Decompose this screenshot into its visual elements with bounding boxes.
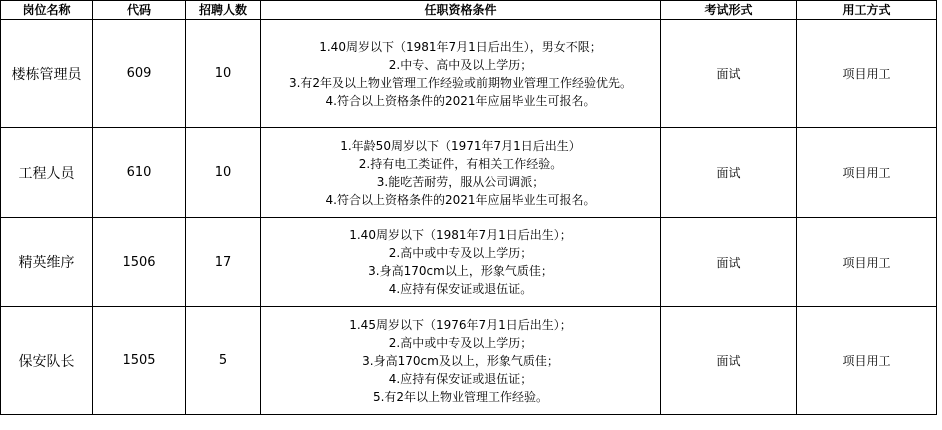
exam-format: 面试: [661, 128, 797, 218]
header-row: [1, 1, 937, 20]
requirement-line: 2.持有电工类证件，有相关工作经验。: [358, 156, 563, 171]
position-name: 精英维序: [1, 218, 93, 307]
table-row: [1, 307, 937, 415]
exam-format: 面试: [661, 20, 797, 128]
header-position-name: 岗位名称: [1, 1, 93, 20]
requirement-line: 1.40周岁以下（1981年7月1日后出生），男女不限；: [319, 39, 602, 54]
requirement-line: 2.高中或中专及以上学历；: [388, 335, 533, 350]
requirement-line: 3.身高170cm以上，形象气质佳；: [368, 264, 553, 278]
position-code: 1505: [93, 307, 186, 415]
requirements: [261, 307, 661, 415]
header-headcount: 招聘人数: [186, 1, 261, 20]
position-name: 楼栋管理员: [1, 20, 93, 128]
requirement-line: 4.符合以上资格条件的2021年应届毕业生可报名。: [325, 93, 596, 108]
requirement-line: 5.有2年以上物业管理工作经验。: [372, 389, 549, 404]
exam-format: 面试: [661, 218, 797, 307]
requirement-line: 3.身高170cm及以上，形象气质佳；: [362, 353, 559, 368]
position-code: 609: [93, 20, 186, 128]
table-row: [1, 128, 937, 218]
requirements: [261, 128, 661, 218]
position-code: 1506: [93, 218, 186, 307]
headcount: 17: [186, 218, 261, 307]
employment-type: 项目用工: [797, 218, 937, 307]
requirement-line: 3.有2年及以上物业管理工作经验或前期物业管理工作经验优先。: [288, 75, 633, 90]
header-requirements: 任职资格条件: [261, 1, 661, 20]
table-row: [1, 20, 937, 128]
requirement-line: 4.应持有保安证或退伍证；: [388, 371, 533, 386]
position-name: 工程人员: [1, 128, 93, 218]
header-employment-type: 用工方式: [797, 1, 937, 20]
requirements: [261, 218, 661, 307]
employment-type: 项目用工: [797, 20, 937, 128]
position-name: 保安队长: [1, 307, 93, 415]
requirement-line: 1.45周岁以下（1976年7月1日后出生）；: [349, 317, 572, 332]
position-code: 610: [93, 128, 186, 218]
requirement-line: 4.应持有保安证或退伍证。: [388, 282, 533, 296]
requirement-line: 1.年龄50周岁以下（1971年7月1日后出生）: [340, 138, 581, 153]
table-row: [1, 218, 937, 307]
employment-type: 项目用工: [797, 128, 937, 218]
requirement-line: 4.符合以上资格条件的2021年应届毕业生可报名。: [325, 192, 596, 207]
requirement-line: 3.能吃苦耐劳，服从公司调派；: [376, 174, 545, 189]
requirement-line: 2.中专、高中及以上学历；: [388, 57, 533, 72]
requirement-line: 2.高中或中专及以上学历；: [388, 246, 533, 260]
exam-format: 面试: [661, 307, 797, 415]
header-exam-format: 考试形式: [661, 1, 797, 20]
headcount: 5: [186, 307, 261, 415]
header-code: 代码: [93, 1, 186, 20]
employment-type: 项目用工: [797, 307, 937, 415]
requirement-line: 1.40周岁以下（1981年7月1日后出生）；: [349, 228, 572, 242]
headcount: 10: [186, 20, 261, 128]
headcount: 10: [186, 128, 261, 218]
requirements: [261, 20, 661, 128]
